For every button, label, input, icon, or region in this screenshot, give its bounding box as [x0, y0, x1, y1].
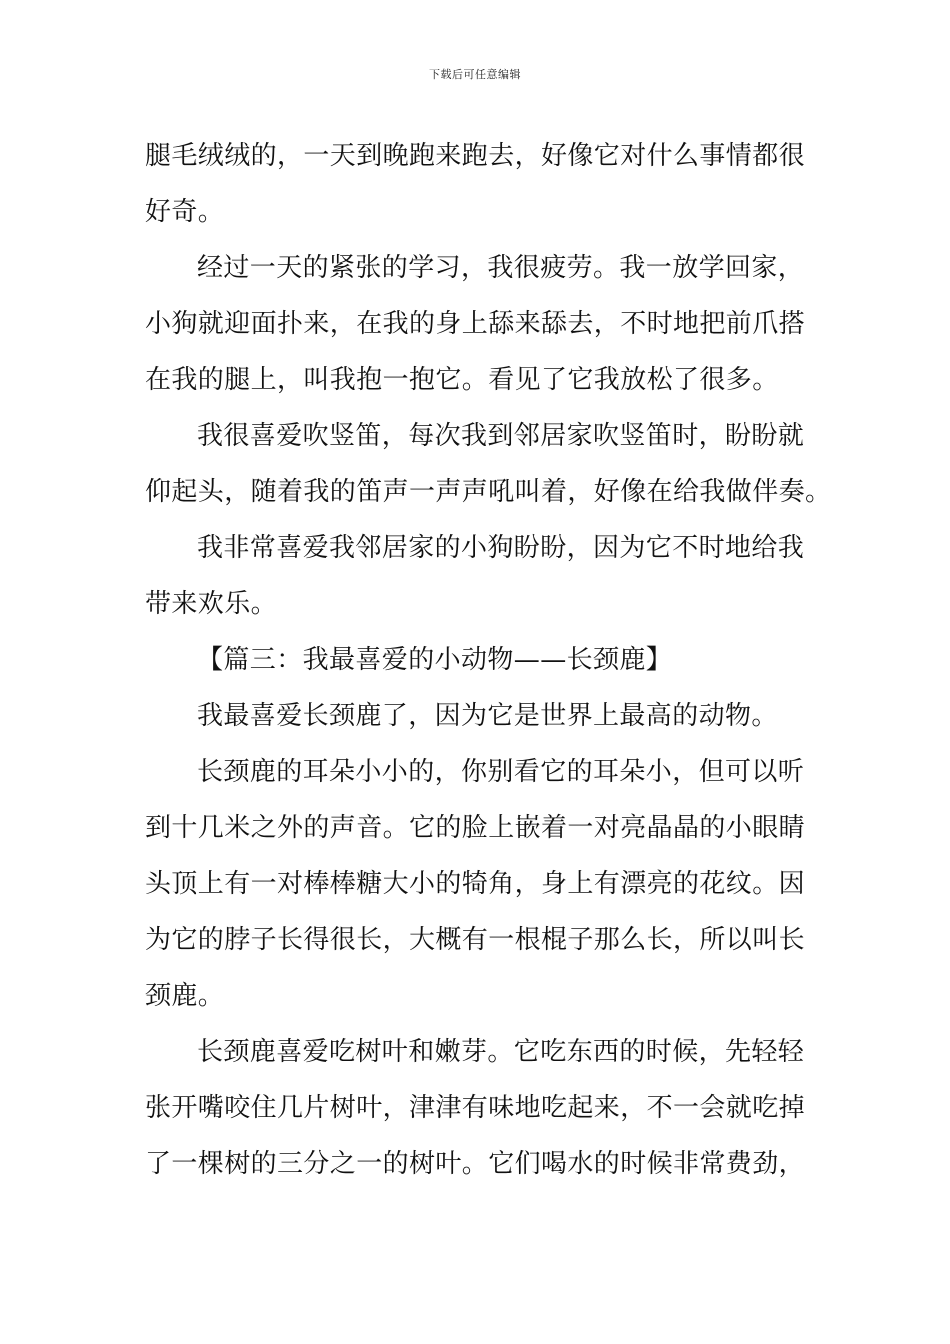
body-text [145, 128, 832, 1192]
text-line: 小狗就迎面扑来，在我的身上舔来舔去，不时地把前爪搭 [145, 309, 806, 339]
text-line: 腿毛绒绒的，一天到晚跑来跑去，好像它对什么事情都很 [145, 141, 806, 171]
text-line: 带来欢乐。 [145, 589, 278, 619]
text-line: 颈鹿。 [145, 981, 225, 1011]
paragraph-start-line: 我最喜爱长颈鹿了，因为它是世界上最高的动物。 [197, 701, 778, 731]
paragraph-start-line: 我非常喜爱我邻居家的小狗盼盼，因为它不时地给我 [197, 533, 805, 563]
paragraph-start-line: 长颈鹿喜爱吃树叶和嫩芽。它吃东西的时候，先轻轻 [197, 1037, 805, 1067]
text-line: 在我的腿上，叫我抱一抱它。看见了它我放松了很多。 [145, 365, 779, 395]
paragraph-start-line: 长颈鹿的耳朵小小的，你别看它的耳朵小，但可以听 [197, 757, 805, 787]
paragraph-start-line: 我很喜爱吹竖笛，每次我到邻居家吹竖笛时，盼盼就 [197, 421, 805, 451]
text-line: 了一棵树的三分之一的树叶。它们喝水的时候非常费劲， [145, 1149, 806, 1179]
page-header: 下载后可任意编辑 [429, 68, 521, 81]
paragraph-start-line: 经过一天的紧张的学习，我很疲劳。我一放学回家， [197, 253, 805, 283]
section-heading: 【篇三：我最喜爱的小动物——长颈鹿】 [197, 645, 673, 675]
text-line: 张开嘴咬住几片树叶，津津有味地吃起来，不一会就吃掉 [145, 1093, 806, 1123]
text-line: 好奇。 [145, 197, 225, 227]
text-line: 为它的脖子长得很长，大概有一根棍子那么长，所以叫长 [145, 925, 806, 955]
text-line: 仰起头，随着我的笛声一声声吼叫着，好像在给我做伴奏。 [145, 477, 832, 507]
text-line: 头顶上有一对棒棒糖大小的犄角，身上有漂亮的花纹。因 [145, 869, 806, 899]
text-line: 到十几米之外的声音。它的脸上嵌着一对亮晶晶的小眼睛 [145, 813, 806, 843]
